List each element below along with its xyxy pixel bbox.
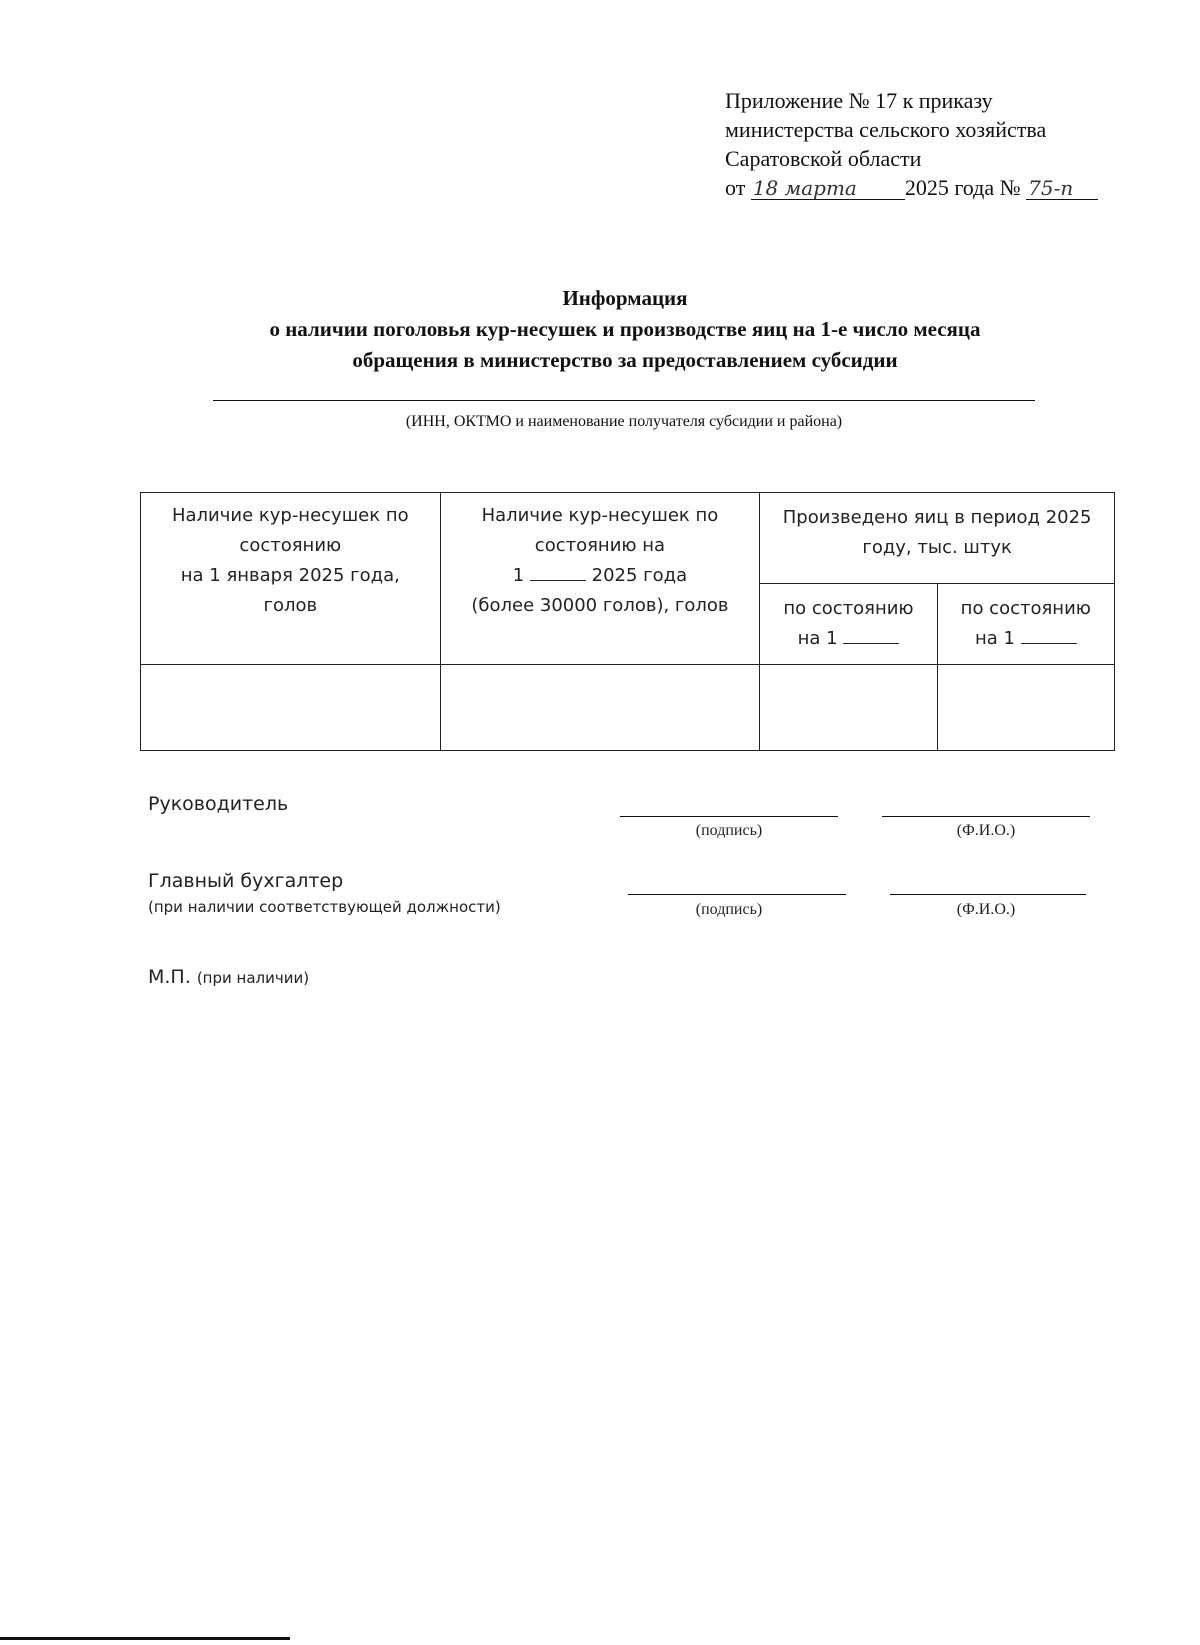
header-cell-eggs-produced bbox=[760, 493, 1115, 584]
header-text: (более 30000 голов), голов bbox=[471, 595, 729, 616]
data-cell[interactable] bbox=[937, 665, 1114, 751]
header-text: по состоянию bbox=[960, 598, 1091, 619]
accountant-note: (при наличии соответствующей должности) bbox=[148, 898, 501, 916]
stamp-note: (при наличии) bbox=[196, 969, 310, 987]
header-text: на 1 bbox=[797, 628, 838, 649]
head-label: Руководитель bbox=[148, 793, 289, 815]
data-cell[interactable] bbox=[141, 665, 441, 751]
head-name-line bbox=[882, 816, 1090, 817]
scan-edge-mark bbox=[0, 1637, 290, 1640]
header-cell-hens-current bbox=[440, 493, 760, 665]
stamp-placeholder bbox=[148, 966, 309, 988]
title-line-3: обращения в министерство за предоставлением субсидии bbox=[352, 348, 898, 372]
head-signature-line bbox=[620, 816, 838, 817]
recipient-caption: (ИНН, ОКТМО и наименование получателя субсидии и района) bbox=[405, 413, 843, 430]
header-text: Произведено яиц в период 2025 bbox=[782, 507, 1092, 528]
blank-field bbox=[1021, 625, 1077, 644]
data-cell[interactable] bbox=[760, 665, 937, 751]
accountant-label: Главный бухгалтер bbox=[148, 870, 344, 892]
header-date-line bbox=[445, 561, 756, 591]
header-text: по состоянию bbox=[783, 598, 914, 619]
accountant-signature-line bbox=[628, 894, 846, 895]
stamp-label: М.П. bbox=[148, 966, 191, 988]
data-cell[interactable] bbox=[440, 665, 760, 751]
appendix-line-1: Приложение № 17 к приказу bbox=[725, 88, 993, 113]
table-header-row bbox=[141, 493, 1115, 584]
header-text: состоянию на bbox=[534, 535, 666, 556]
title-line-1: Информация bbox=[562, 286, 688, 310]
header-text: состоянию bbox=[239, 535, 342, 556]
blank-field bbox=[843, 625, 899, 644]
table-data-row bbox=[141, 665, 1115, 751]
header-text: Наличие кур-несушек по bbox=[481, 505, 719, 526]
appendix-date-prefix: от bbox=[725, 175, 746, 200]
subheader-cell-2 bbox=[937, 584, 1114, 665]
subheader-date-line bbox=[764, 624, 932, 654]
document-title bbox=[0, 283, 1200, 376]
handwritten-date: 18 марта bbox=[751, 177, 905, 200]
appendix-line-2: министерства сельского хозяйства bbox=[725, 117, 1047, 142]
header-text: на 1 января 2025 года, bbox=[180, 565, 400, 586]
title-line-2: о наличии поголовья кур-несушек и производстве яиц на 1-е число месяца bbox=[269, 317, 981, 341]
subheader-date-line bbox=[942, 624, 1110, 654]
header-text: 1 bbox=[512, 565, 525, 586]
head-signature-caption: (подпись) bbox=[695, 822, 763, 839]
appendix-date-line bbox=[725, 173, 1098, 202]
handwritten-order-number: 75-п bbox=[1026, 177, 1098, 200]
header-text: году, тыс. штук bbox=[862, 537, 1012, 558]
subheader-cell-1 bbox=[760, 584, 937, 665]
poultry-data-table bbox=[140, 492, 1115, 751]
accountant-signature-caption: (подпись) bbox=[695, 901, 763, 918]
blank-field bbox=[530, 562, 586, 581]
header-text: Наличие кур-несушек по bbox=[171, 505, 409, 526]
accountant-name-caption: (Ф.И.О.) bbox=[956, 901, 1016, 918]
header-text: голов bbox=[263, 595, 318, 616]
head-name-caption: (Ф.И.О.) bbox=[956, 822, 1016, 839]
appendix-header bbox=[725, 86, 1098, 202]
recipient-blank-line bbox=[213, 400, 1035, 401]
header-text: на 1 bbox=[974, 628, 1015, 649]
header-cell-hens-jan bbox=[141, 493, 441, 665]
appendix-year-text: 2025 года № bbox=[904, 175, 1021, 200]
appendix-line-3: Саратовской области bbox=[725, 146, 922, 171]
accountant-name-line bbox=[890, 894, 1086, 895]
header-text: 2025 года bbox=[591, 565, 688, 586]
